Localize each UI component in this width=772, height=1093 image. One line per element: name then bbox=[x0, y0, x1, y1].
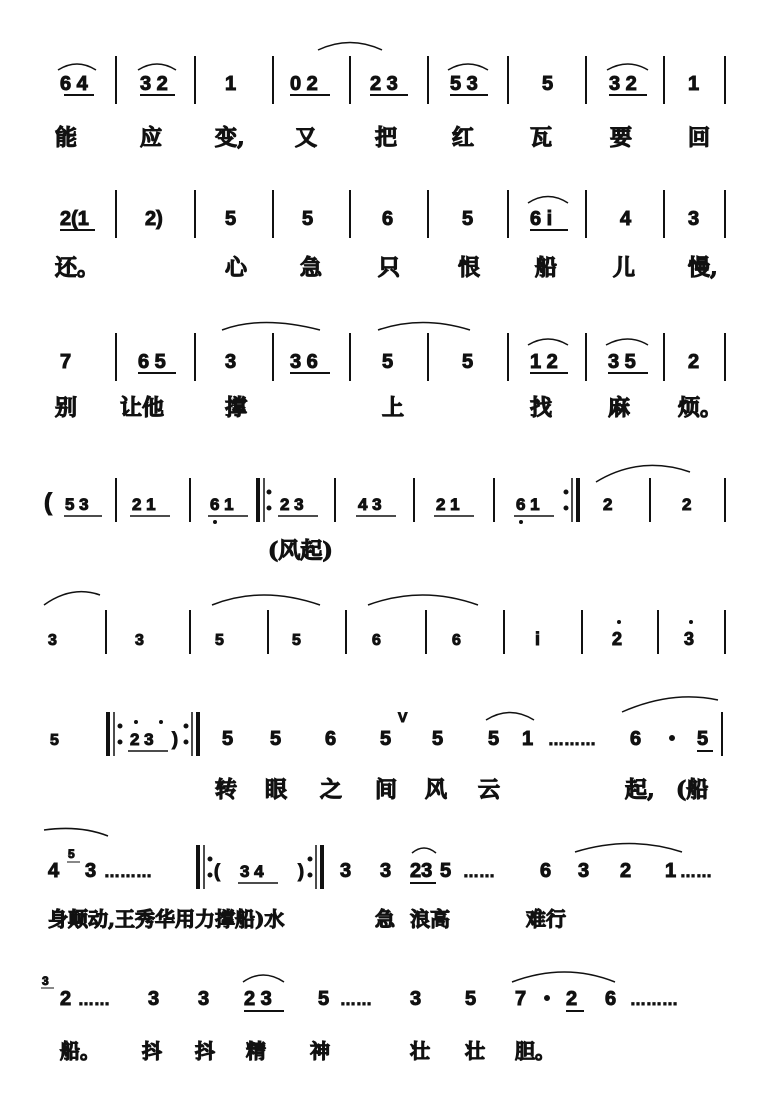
annotation-wind-rises: (风起) bbox=[268, 538, 333, 564]
dotted-line: …… bbox=[340, 992, 372, 1009]
notation-23: 23 bbox=[410, 860, 433, 882]
lyric: 急 bbox=[300, 255, 323, 281]
lyric: 云 bbox=[478, 777, 501, 803]
notation-5: 5 bbox=[432, 728, 444, 750]
lyric: 儿 bbox=[613, 255, 636, 281]
notation-5-3: 5 3 bbox=[65, 495, 89, 514]
notation-2-3: 2 3 bbox=[280, 495, 304, 514]
open-paren: ( bbox=[44, 489, 52, 516]
notation-6-trem2: 6 bbox=[452, 632, 461, 649]
notation-2-trem: 2 bbox=[603, 495, 613, 514]
notation-3-6: 3 6 bbox=[290, 351, 318, 373]
score-line-5 bbox=[44, 592, 725, 654]
notation-2-1b: 2 1 bbox=[436, 495, 460, 514]
notation-4: 4 bbox=[48, 860, 60, 882]
lyric: 烦。 bbox=[678, 395, 723, 421]
lyric: 急 bbox=[375, 907, 395, 931]
score-line-6 bbox=[50, 697, 722, 803]
notation-5: 5 bbox=[302, 208, 314, 230]
notation-2-trem2: 2 bbox=[682, 495, 692, 514]
lyric: 应 bbox=[140, 125, 163, 151]
lyric: 浪高 bbox=[410, 907, 450, 931]
notation-4: 4 bbox=[620, 208, 632, 230]
notation-2-3: 2 3 bbox=[370, 73, 398, 95]
lyric: 精 bbox=[246, 1039, 266, 1063]
lyric: 能 bbox=[55, 125, 78, 151]
notation-i: i bbox=[535, 629, 541, 649]
notation-6: 6 bbox=[630, 728, 642, 750]
notation-5-trem: 5 bbox=[215, 632, 224, 649]
notation-5: 5 bbox=[697, 728, 709, 750]
notation-5: 5 bbox=[318, 988, 330, 1010]
notation-3: 3 bbox=[688, 208, 700, 230]
notation-3: 3 bbox=[578, 860, 590, 882]
notation-3-2b: 3 2 bbox=[609, 73, 637, 95]
lyric: 红 bbox=[452, 125, 475, 151]
notation-1: 1 bbox=[225, 73, 237, 95]
notation-6: 6 bbox=[605, 988, 617, 1010]
notation-3: 3 bbox=[148, 988, 160, 1010]
notation-5: 5 bbox=[382, 351, 394, 373]
open-paren: ( bbox=[214, 861, 220, 881]
lyric: 只 bbox=[378, 255, 401, 281]
notation-5: 5 bbox=[50, 732, 59, 749]
notation-2-paren: 2) bbox=[145, 208, 163, 230]
lyric: 神 bbox=[310, 1039, 330, 1063]
breath-mark: V bbox=[398, 709, 408, 725]
notation-2-3-dots: 2 3 bbox=[130, 730, 154, 749]
notation-7: 7 bbox=[60, 351, 72, 373]
lyric: 眼 bbox=[265, 777, 288, 803]
score-line-1 bbox=[55, 43, 725, 152]
notation-6-trem: 6 bbox=[372, 632, 381, 649]
notation-2: 2 bbox=[620, 860, 632, 882]
notation-0-2: 0 2 bbox=[290, 73, 318, 95]
lyric: 恨 bbox=[458, 255, 481, 281]
lyric: 风 bbox=[425, 777, 448, 803]
notation-3-2: 3 2 bbox=[140, 73, 168, 95]
dotted-line: …… bbox=[463, 864, 495, 881]
notation-1: 1 bbox=[665, 860, 677, 882]
lyric: 撑 bbox=[225, 395, 248, 421]
notation-6-i: 6 i bbox=[530, 208, 553, 230]
lyric: 起, bbox=[625, 777, 655, 803]
notation-5-trem2: 5 bbox=[292, 632, 301, 649]
lyric: 又 bbox=[295, 125, 318, 151]
lyric: 身颠动,王秀华用力撑船)水 bbox=[48, 907, 285, 931]
dotted-line: ……… bbox=[104, 864, 152, 881]
notation-2-under: 2 bbox=[566, 988, 578, 1010]
notation-5: 5 bbox=[380, 728, 392, 750]
notation-6-1b: 6 1 bbox=[516, 495, 540, 514]
score-line-4 bbox=[44, 465, 725, 564]
notation-3: 3 bbox=[198, 988, 210, 1010]
notation-6-4: 6 4 bbox=[60, 73, 88, 95]
lyric: 难行 bbox=[526, 907, 566, 931]
grace-note: 5 bbox=[68, 847, 75, 861]
lyric: 壮 bbox=[465, 1039, 485, 1063]
dotted-line: ……… bbox=[548, 732, 596, 749]
notation-5: 5 bbox=[462, 351, 474, 373]
notation-2: 2 bbox=[60, 988, 72, 1010]
score-line-8 bbox=[41, 972, 678, 1063]
lyric: 壮 bbox=[410, 1039, 430, 1063]
lyric: 胆。 bbox=[515, 1039, 555, 1063]
lyric: 转 bbox=[215, 777, 238, 803]
lyric: 瓦 bbox=[530, 125, 553, 151]
notation-2-1: 2 1 bbox=[132, 495, 156, 514]
score-line-3 bbox=[55, 323, 725, 422]
notation-6-1: 6 1 bbox=[210, 495, 234, 514]
lyric: 别 bbox=[55, 395, 78, 421]
notation-3: 3 bbox=[380, 860, 392, 882]
notation-2-paren-1: 2(1 bbox=[60, 208, 89, 230]
notation-2: 2 bbox=[688, 351, 700, 373]
score-line-2 bbox=[55, 190, 725, 281]
lyric: 回 bbox=[688, 125, 711, 151]
notation-3: 3 bbox=[340, 860, 352, 882]
notation-3: 3 bbox=[85, 860, 97, 882]
lyric: 心 bbox=[225, 255, 248, 281]
lyric: 船。 bbox=[60, 1039, 100, 1063]
notation-3-trem: 3 bbox=[48, 632, 57, 649]
notation-3-dot: 3 bbox=[684, 629, 695, 649]
notation-5: 5 bbox=[440, 860, 452, 882]
lyric: 要 bbox=[610, 125, 633, 151]
notation-5: 5 bbox=[542, 73, 554, 95]
score-line-7 bbox=[44, 828, 712, 931]
dotted-line: …… bbox=[680, 864, 712, 881]
grace-note: 3 bbox=[42, 974, 49, 988]
lyric: 让他 bbox=[120, 395, 165, 421]
notation-3: 3 bbox=[225, 351, 237, 373]
lyric: 船 bbox=[535, 255, 558, 281]
lyric: 间 bbox=[375, 777, 398, 803]
notation-4-3: 4 3 bbox=[358, 495, 382, 514]
lyric: 上 bbox=[382, 395, 405, 421]
notation-1: 1 bbox=[522, 728, 534, 750]
lyric: 还。 bbox=[55, 255, 100, 281]
notation-1-2: 1 2 bbox=[530, 351, 558, 373]
notation-6-5: 6 5 bbox=[138, 351, 166, 373]
dotted-line: ……… bbox=[630, 992, 678, 1009]
notation-7: 7 bbox=[515, 988, 527, 1010]
notation-5: 5 bbox=[222, 728, 234, 750]
lyric: 抖 bbox=[142, 1039, 162, 1063]
lyric: 找 bbox=[530, 395, 553, 421]
notation-5: 5 bbox=[270, 728, 282, 750]
lyric: 之 bbox=[320, 777, 343, 803]
notation-3-5: 3 5 bbox=[608, 351, 636, 373]
lyric: 麻 bbox=[608, 395, 631, 421]
notation-5: 5 bbox=[462, 208, 474, 230]
notation-5: 5 bbox=[225, 208, 237, 230]
notation-6: 6 bbox=[540, 860, 552, 882]
dotted-line: …… bbox=[78, 992, 110, 1009]
notation-5: 5 bbox=[488, 728, 500, 750]
lyric: 慢, bbox=[688, 255, 718, 281]
notation-3-trem2: 3 bbox=[135, 632, 144, 649]
close-paren: ) bbox=[172, 729, 178, 749]
notation-1b: 1 bbox=[688, 73, 700, 95]
notation-3-4: 3 4 bbox=[240, 862, 264, 881]
notation-2-3: 2 3 bbox=[244, 988, 272, 1010]
close-paren: ) bbox=[298, 861, 304, 881]
lyric: (船 bbox=[676, 777, 709, 803]
lyric: 把 bbox=[375, 125, 398, 151]
notation-6: 6 bbox=[325, 728, 337, 750]
notation-3: 3 bbox=[410, 988, 422, 1010]
notation-5: 5 bbox=[465, 988, 477, 1010]
notation-2-dot: 2 bbox=[612, 629, 623, 649]
lyric: 抖 bbox=[195, 1039, 215, 1063]
notation-6: 6 bbox=[382, 208, 394, 230]
notation-5-3: 5 3 bbox=[450, 73, 478, 95]
lyric: 变, bbox=[215, 125, 245, 151]
